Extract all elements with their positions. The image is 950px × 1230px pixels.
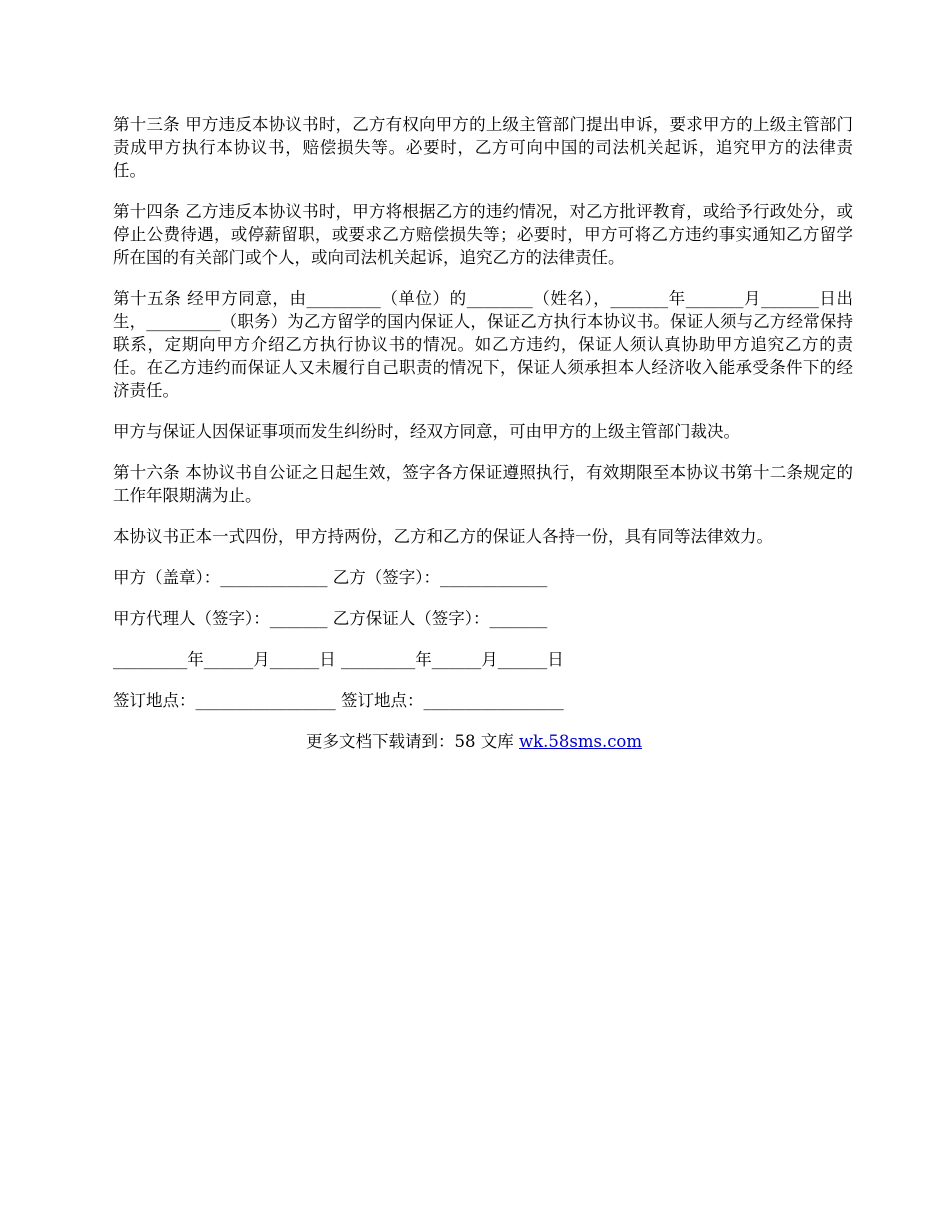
article-16-paragraph: 第十六条 本协议书自公证之日起生效，签字各方保证遵照执行，有效期限至本协议书第十二条规定的工作年限期满为止。 xyxy=(113,463,853,505)
dispute-paragraph: 甲方与保证人因保证事项而发生纠纷时，经双方同意，可由甲方的上级主管部门裁决。 xyxy=(113,422,740,441)
article-14-paragraph: 第十四条 乙方违反本协议书时，甲方将根据乙方的违约情况，对乙方批评教育，或给予行政处分，或停止公费待遇，或停薪留职，或要求乙方赔偿损失等；必要时，甲方可将乙方违约事实通知乙方留学所在国的有关部门或个人，或向司法机关起诉，追究乙方的法律责任。 xyxy=(113,202,853,267)
footer xyxy=(113,730,853,753)
article-13-paragraph: 第十三条 甲方违反本协议书时，乙方有权向甲方的上级主管部门提出申诉，要求甲方的上级主管部门责成甲方执行本协议书，赔偿损失等。必要时，乙方可向中国的司法机关起诉，追究甲方的法律责任。 xyxy=(113,115,853,180)
seal-signature-line: 甲方（盖章）：_____________ 乙方（签字）：_____________ xyxy=(113,568,548,587)
footer-link[interactable]: wk.58sms.com xyxy=(519,732,643,751)
document-page xyxy=(113,113,853,753)
copies-paragraph: 本协议书正本一式四份，甲方持两份，乙方和乙方的保证人各持一份，具有同等法律效力。 xyxy=(113,527,773,546)
agent-guarantor-signature-line: 甲方代理人（签字）：_______ 乙方保证人（签字）：_______ xyxy=(113,609,548,628)
footer-text: 更多文档下载请到：58 文库 xyxy=(306,732,519,751)
signing-place-line: 签订地点：_________________ 签订地点：_________________ xyxy=(113,691,564,710)
article-15-paragraph: 第十五条 经甲方同意，由_________（单位）的________（姓名），_______年_______月_______日出生，_________（职务）为乙方留学的国内保证人，保证乙方执行本协议书。保证人须与乙方经常保持联系，定期向甲方介绍乙方执行协议书的情况。如乙方违约，保证人须认真协助甲方追究乙方的责任。在乙方违约而保证人又未履行自己职责的情况下，保证人须承担本人经济收入能承受条件下的经济责任。 xyxy=(113,289,853,400)
date-line: _________年______月______日 _________年______月______日 xyxy=(113,650,564,669)
